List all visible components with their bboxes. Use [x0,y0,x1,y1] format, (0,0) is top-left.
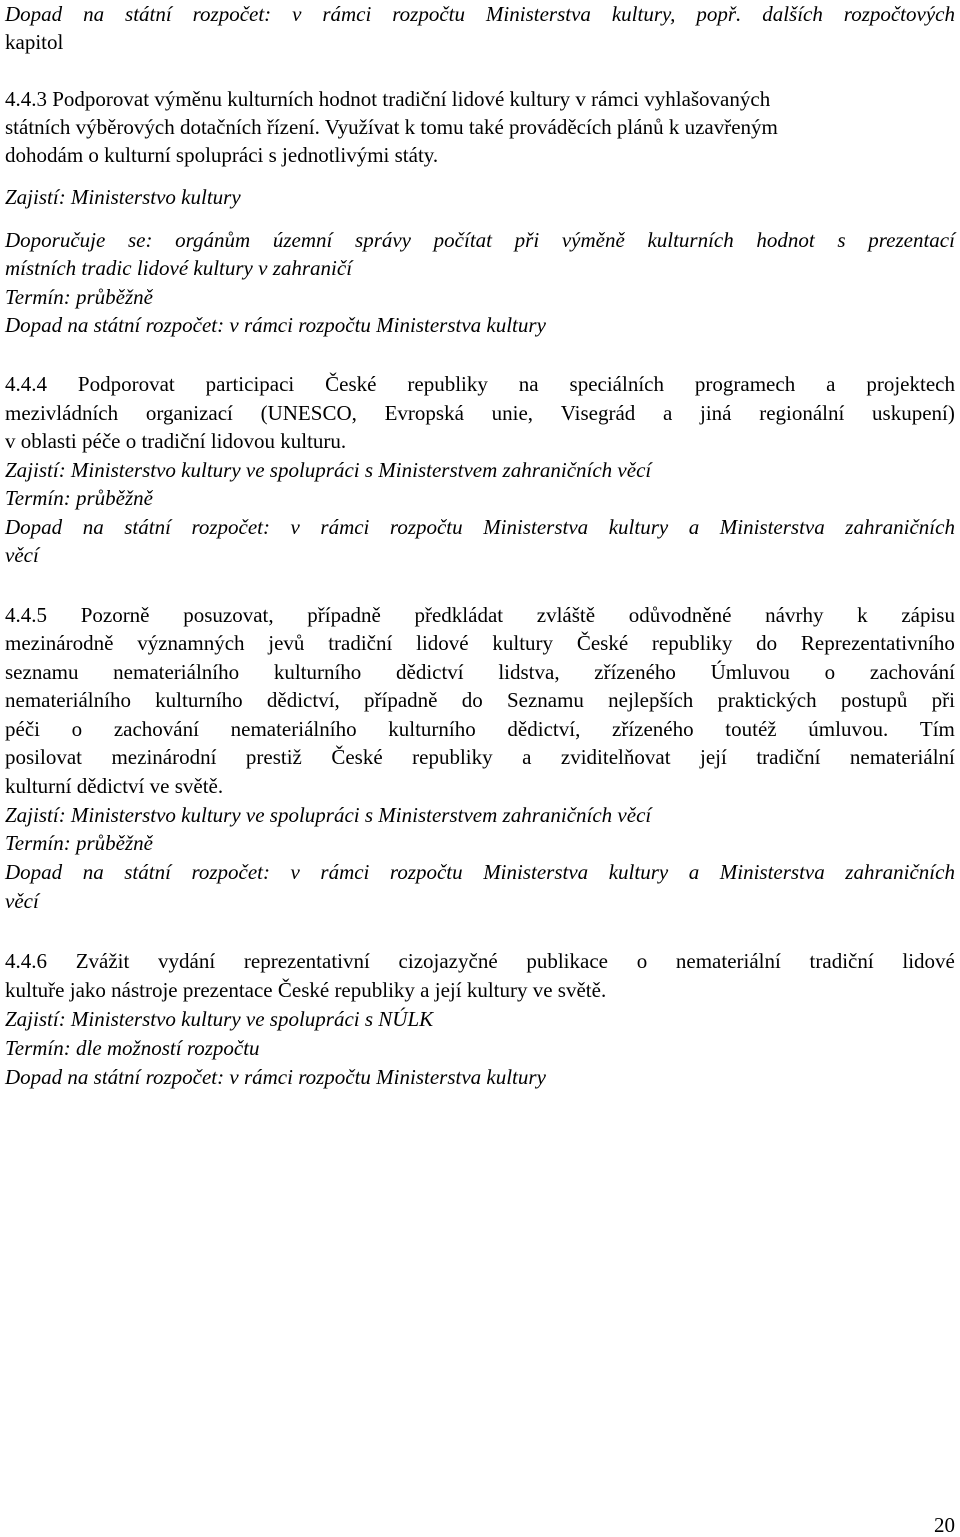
word: mezinárodní [111,745,217,769]
word: (UNESCO, [260,401,357,425]
word: hodnot [756,228,815,252]
text-line [5,513,955,542]
word: zviditelňovat [560,745,671,769]
word: zachování [869,660,955,684]
text-line: Termín: dle možností rozpočtu [5,1036,260,1060]
word: rozpočet: [192,2,272,26]
word: mezivládních [5,401,119,425]
text-line [5,858,955,887]
word: návrhy [765,603,824,627]
word: rozpočet: [191,860,270,884]
text-line: Zajistí: Ministerstvo kultury ve spolupráci s Ministerstvem zahraničních věcí [5,803,652,827]
word: Reprezentativního [800,631,955,655]
word: dalších [762,2,823,26]
word: úmluvou. [808,717,889,741]
word: kultury [608,860,669,884]
word: do [756,631,778,655]
word: dědictví, [507,717,581,741]
word: Dopad [5,860,63,884]
word: organizací [145,401,233,425]
word: prestiž [245,745,302,769]
word: v [292,2,302,26]
word: zápisu [901,603,955,627]
text-line: dohodám o kulturní spolupráci s jednotlivými státy. [5,143,439,167]
word: kultury [608,515,669,539]
word: Dopad [5,2,63,26]
word: Tím [919,717,955,741]
text-line [5,686,955,715]
word: uskupení) [872,401,955,425]
word: počítat [433,228,492,252]
word: kulturního [273,660,362,684]
word: republiky [412,745,493,769]
word: se: [127,228,153,252]
word: případně [364,688,438,712]
word: republiky [651,631,733,655]
word: jiná [700,401,732,425]
word: Ministerstva [719,860,825,884]
word: nemateriální [849,745,955,769]
word: o [71,717,83,741]
word: seznamu [5,660,79,684]
document-page [5,0,955,1537]
text-line [5,629,955,658]
word: na [82,515,104,539]
word: odůvodněné [628,603,732,627]
word: její [700,745,727,769]
word: Dopad [5,515,63,539]
text-line [5,226,955,255]
word: unie, [491,401,534,425]
word: lidové [416,631,469,655]
word: rozpočtových [843,2,955,26]
word: a [662,401,673,425]
word: státní [124,860,171,884]
word: cizojazyčné [398,949,498,973]
word: nemateriální [675,949,781,973]
word: na [82,860,104,884]
word: územní [272,228,333,252]
text-line: Zajistí: Ministerstvo kultury [5,185,241,209]
word: rozpočtu [389,860,463,884]
word: reprezentativní [243,949,370,973]
word: speciálních [569,372,664,396]
word: rozpočtu [392,2,465,26]
word: zahraničních [845,515,955,539]
word: Pozorně [80,603,150,627]
word: státní [125,2,172,26]
word: zřízeného [594,660,676,684]
word: 4.4.4 [5,372,47,396]
word: o [824,660,836,684]
text-line: Termín: průběžně [5,486,153,510]
word: participaci [205,372,295,396]
text-line [5,743,955,772]
word: posuzovat, [183,603,274,627]
text-line: Zajistí: Ministerstvo kultury ve spolupráci s Ministerstvem zahraničních věcí [5,458,652,482]
word: zřízeného [612,717,694,741]
text-line [5,370,955,399]
word: Ministerstva [483,860,589,884]
word: nemateriálního [5,688,131,712]
word: kulturního [388,717,476,741]
word: projektech [866,372,955,396]
word: na [518,372,539,396]
text-line: 4.4.3 Podporovat výměnu kulturních hodnot tradiční lidové kultury v rámci vyhlašovaných [5,87,771,111]
word: s [837,228,846,252]
word: při [931,688,955,712]
word: posilovat [5,745,82,769]
text-line: věcí [5,543,39,567]
word: tradiční [756,745,821,769]
word: do [461,688,483,712]
word: a [826,372,836,396]
word: prezentací [868,228,955,252]
word: toutéž [725,717,777,741]
word: kulturního [155,688,243,712]
word: republiky [407,372,488,396]
word: zachování [113,717,199,741]
word: Podporovat [77,372,175,396]
word: rámci [322,2,372,26]
word: zvláště [536,603,596,627]
text-line: kultuře jako nástroje prezentace České republiky a její kultury ve světě. [5,978,607,1002]
word: v [290,515,300,539]
word: Seznamu [506,688,584,712]
word: rámci [320,860,370,884]
word: rozpočtu [389,515,463,539]
text-line [5,947,955,976]
word: orgánům [175,228,251,252]
text-line: Termín: průběžně [5,285,153,309]
text-line: Termín: průběžně [5,831,153,855]
word: rámci [320,515,370,539]
word: zahraničních [845,860,955,884]
text-line: Dopad na státní rozpočet: v rámci rozpočtu Ministerstva kultury [5,313,546,337]
text-line: kapitol [5,30,64,54]
word: mezinárodně [5,631,114,655]
word: k [857,603,868,627]
text-line [5,399,955,428]
word: Visegrád [560,401,636,425]
text-line [5,658,955,687]
word: nemateriálního [113,660,240,684]
word: regionální [759,401,845,425]
text-line [5,715,955,744]
word: Evropská [384,401,464,425]
text-line [5,0,955,29]
text-line: Zajistí: Ministerstvo kultury ve spolupráci s NÚLK [5,1007,434,1031]
word: 4.4.6 [5,949,47,973]
text-line: státních výběrových dotačních řízení. Využívat k tomu také prováděcích plánů k uzavřeným [5,115,778,139]
word: České [325,372,377,396]
text-line: Dopad na státní rozpočet: v rámci rozpočtu Ministerstva kultury [5,1065,546,1089]
text-line: věcí [5,889,39,913]
word: nemateriálního [230,717,357,741]
text-line: v oblasti péče o tradiční lidovou kulturu. [5,429,347,453]
word: jevů [268,631,305,655]
word: praktických [717,688,817,712]
word: rozpočet: [191,515,270,539]
word: v [290,860,300,884]
word: popř. [696,2,742,26]
word: nejlepších [608,688,694,712]
word: Úmluvou [710,660,790,684]
word: programech [694,372,796,396]
word: správy [355,228,412,252]
word: lidstva, [498,660,560,684]
text-line: místních tradic lidové kultury v zahraničí [5,256,353,280]
word: Ministerstva [719,515,825,539]
word: tradiční [328,631,393,655]
word: výměně [561,228,625,252]
word: významných [137,631,245,655]
word: státní [124,515,171,539]
word: 4.4.5 [5,603,47,627]
text-line: kulturní dědictví ve světě. [5,774,224,798]
word: Zvážit [75,949,130,973]
word: dědictví, [266,688,340,712]
word: publikace [526,949,608,973]
word: péči [5,717,40,741]
word: dědictví [396,660,464,684]
word: a [688,860,700,884]
word: předkládat [414,603,504,627]
word: lidové [902,949,955,973]
word: kulturních [647,228,734,252]
page-number: 20 [934,1513,955,1537]
word: kultury, [611,2,676,26]
word: České [331,745,383,769]
word: o [636,949,648,973]
word: Ministerstva [483,515,589,539]
word: na [83,2,105,26]
word: tradiční [809,949,874,973]
word: Ministerstva [485,2,591,26]
word: postupů [840,688,908,712]
word: vydání [158,949,216,973]
word: a [522,745,532,769]
word: případně [307,603,381,627]
word: Doporučuje [5,228,106,252]
word: při [514,228,540,252]
word: a [688,515,700,539]
text-line [5,601,955,630]
word: kultury [492,631,554,655]
word: České [576,631,629,655]
